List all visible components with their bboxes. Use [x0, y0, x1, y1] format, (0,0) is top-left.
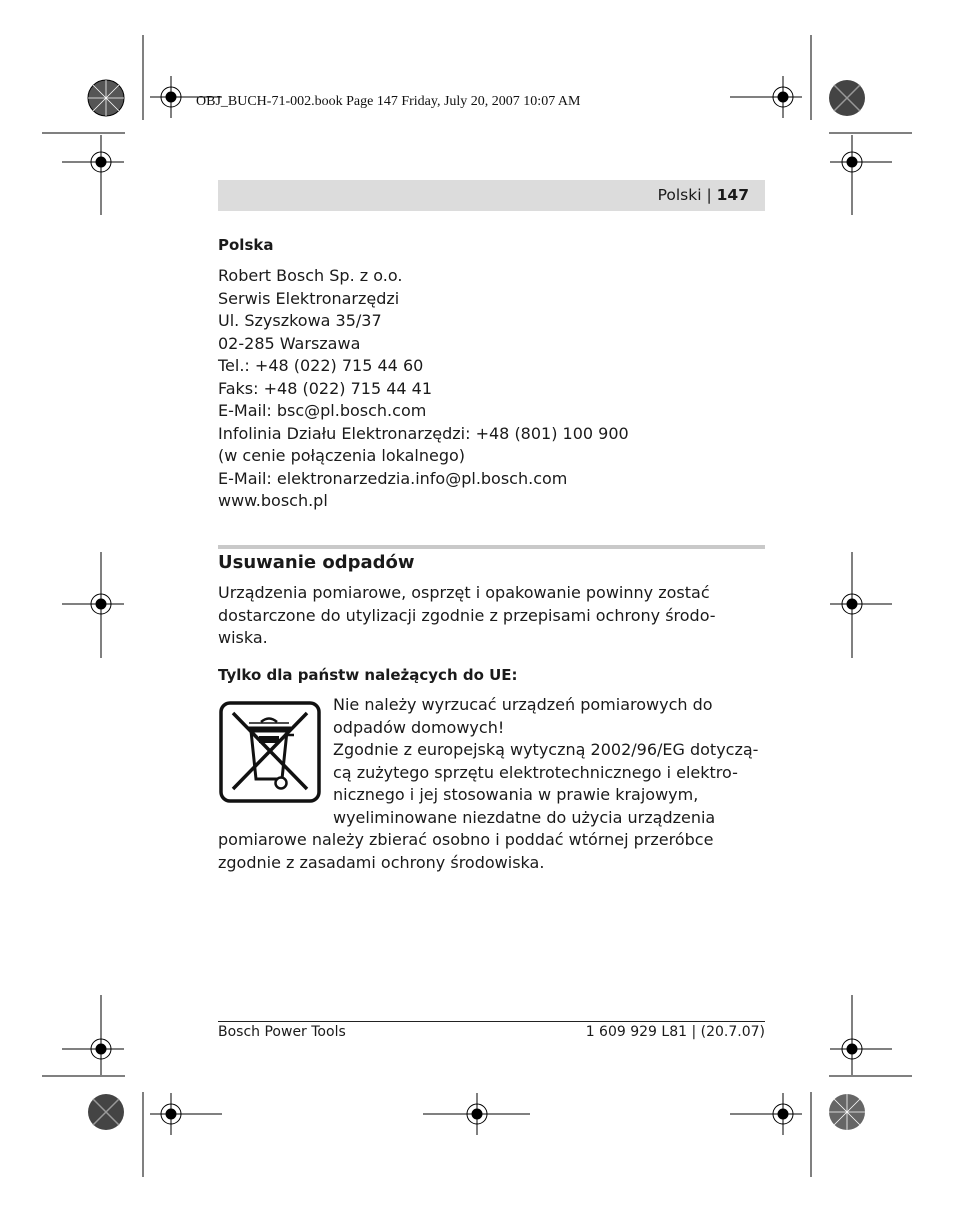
address-line: Robert Bosch Sp. z o.o. [218, 266, 403, 285]
hotline-line: Infolinia Działu Elektronarzędzi: +48 (801) 100 900 [218, 423, 629, 443]
email-line: E-Mail: elektronarzedzia.info@pl.bosch.com [218, 468, 568, 488]
disposal-paragraph [218, 582, 765, 650]
address-line: 02-285 Warszawa [218, 333, 361, 353]
address-line: Serwis Elektronarzędzi [218, 288, 400, 308]
paragraph-line: nicznego i jej stosowania w prawie krajowym, [333, 785, 699, 804]
fax-line: Faks: +48 (022) 715 44 41 [218, 378, 433, 398]
hotline-note: (w cenie połączenia lokalnego) [218, 446, 466, 465]
paragraph-line: dostarczone do utylizacji zgodnie z przepisami ochrony środo- [218, 605, 716, 625]
page-header-bar [218, 180, 765, 211]
header-language: Polski [657, 186, 702, 204]
eu-disposal-text-continued [218, 829, 713, 874]
print-info-line: OBJ_BUCH-71-002.book Page 147 Friday, July 20, 2007 10:07 AM [196, 94, 581, 109]
email-line: E-Mail: bsc@pl.bosch.com [218, 401, 427, 420]
paragraph-line: Nie należy wyrzucać urządzeń pomiarowych do [333, 695, 713, 714]
contact-address-block [218, 265, 629, 513]
page-header-text [658, 186, 749, 204]
section-title: Usuwanie odpadów [218, 552, 415, 573]
address-line: Ul. Szyszkowa 35/37 [218, 311, 382, 330]
paragraph-line: zgodnie z zasadami ochrony środowiska. [218, 852, 545, 872]
footer-divider [218, 1021, 765, 1022]
crossed-out-wheelie-bin-icon [219, 701, 321, 803]
paragraph-line: Urządzenia pomiarowe, osprzęt i opakowanie powinny zostać [218, 583, 710, 602]
header-page-number: 147 [716, 186, 749, 204]
paragraph-line: cą zużytego sprzętu elektrotechnicznego i elektro- [333, 762, 738, 782]
eu-subheading: Tylko dla państw należących do UE: [218, 666, 518, 684]
paragraph-line: pomiarowe należy zbierać osobno i poddać wtórnej przeróbce [218, 830, 714, 849]
eu-disposal-text [333, 694, 758, 829]
footer-doc-number: 1 609 929 L81 | (20.7.07) [585, 1024, 765, 1040]
paragraph-line: odpadów domowych! [333, 717, 505, 737]
section-divider [218, 545, 765, 549]
phone-line: Tel.: +48 (022) 715 44 60 [218, 356, 424, 375]
header-separator: | [706, 186, 712, 204]
paragraph-line: wiska. [218, 628, 268, 647]
contact-heading: Polska [218, 236, 274, 254]
footer-brand: Bosch Power Tools [218, 1024, 346, 1040]
website-line: www.bosch.pl [218, 491, 328, 510]
paragraph-line: wyeliminowane niezdatne do użycia urządzenia [333, 807, 716, 827]
paragraph-line: Zgodnie z europejską wytyczną 2002/96/EG dotyczą- [333, 740, 759, 759]
